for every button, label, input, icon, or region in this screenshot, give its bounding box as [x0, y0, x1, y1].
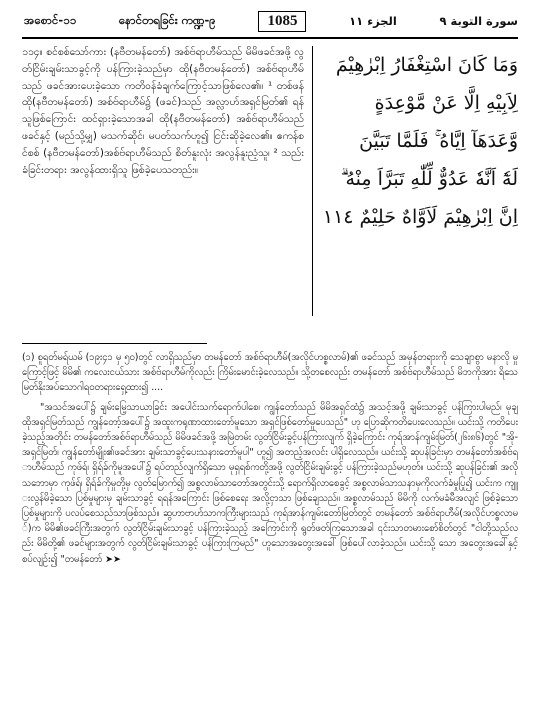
footnote-divider [22, 343, 207, 344]
footnote-paragraph-text: "အသင်အပေါ်၌ ချမ်းမြေ့သာယာခြင်း အပေါင်းသက်ရောက်ပါစေ၊ ကျွန်တော်သည် မိမိအရှင်ထံ၌ အသင့်အဖို့ ချမ်းသာခွင့် ပန်ကြားပါမည်၊ မုချ ထိုအရှင်မြတ်သည် ကျွန်တော့်အပေါ်၌ အထူးကရုဏာထားတော်မူသော အရှင်ဖြစ်တော်မူပေသည်" ဟု ပြောဆိုကတိပေးလေသည်။ ယင်းသို့ ကတိပေးခဲ့သည့်အတိုင်း တမန်တော်အစ်ဗ်ရာဟီမ်သည် မိမိဖခင်အဖို့ အမြဲတမ်း လွတ်ငြိမ်းခွင့်ပန်ကြားလျက် ရှိခဲ့ကြောင်း ကုရ်အာန်ကျမ်းမြတ်(၂၆း၈၆)တွင် "အို-အရှင်မြတ်၊ ကျွန်တော်မျိုး၏ဖခင်အား ချမ်းသာခွင့်ပေးသနားတော်မူပါ" ဟူ၍ အတည့်အလင်း ပါရှိလေသည်။ ယင်းသို့ ဆုပန်ခြင်းမှာ တမန်တော်အစ်ဗ်ရာဟီမ်သည် ကုဖ်ရ်၊ ရှိရ်ခ်ကိုမူအပေါ်၌ ရပ်တည်လျက်ရှိသော မုရှရစ်ကတို့အဖို့ လွတ်ငြိမ်းချမ်းခွင့် ပန်ကြားခဲ့သည်မဟုတ်။ ယင်းသို့ ဆုပန်ခြင်း၏ အလိုသဘောမှာ ကုဖ်ရ်၊ ရှိရ်ခ်ကိုမှုတို့မှ လွတ်မြောက်၍ အစ္စလာမ်သာတော်အတွင်းသို့ ရောက်ရှိလာစေခွင့် အစ္စလာမ်သာသနာမှကိုလက်ခံမှုပြု၍ ယင်းက ကျူးလွန်မိခဲ့သော ပြစ်မှုများမှ ချမ်းသာခွင့် ရရန်အကြောင်း ဖြစ်စေရေး အလို့ငှာသာ ဖြစ်ချေသည်။ အစ္စလာမ်သည် မိမိကို လက်မခံမီအလျင် ဖြစ်ခဲ့သော ပြစ်မှုများကို ပလပ်စေသည်သာဖြစ်သည်။ ဆွဟာဗာဟ်သာကကြီးများသည် ကုရ်အာန်ကျမ်းတော်မြတ်တွင် တမန်တော် အစ်ဗ်ရာဟီမ်(အလိုင်ဟစ္စလာမ်)က မိမိ၏ဖခင်ကြီးအတွက် လွတ်ငြိမ်းချမ်းသာခွင့် ပန်ကြားခဲ့သည့် အကြောင်းကို ရွတ်ဖတ်ကြသောအခါ ၎င်းသာတမားစော်စိတ်တွင် "ငါတို့သည်လည်း မိမိတို့၏ ဖခင်များအတွက် လွတ်ငြိမ်းချမ်းသာခွင့် ပန်ကြားကြမည်" ဟူသောအတွေးအခေါ် ဖြစ်ပေါ်လာခဲ့သည်။ ယင်းသို့ သော အတွေးအခေါ်နှင့်စပ်လျဉ်း၍ "တမန်တော် [22, 401, 518, 565]
translation-text: ၁၁၄။ စင်စစ်သော်ကား (နဗီတမန်တော်) အစ်ဗ်ရာဟီမ်သည် မိမိဖခင်အဖို့ လွတ်ငြိမ်းချမ်းသာခွင့်ကို ပန်ကြားခဲ့သည်မှာ ထို(နဗီတမန်တော်) အစ်ဗ်ရာဟီမ်သည် ဖခင်အားပေးခဲ့သော ကတိဝန်ခံချက်ကြောင့်သာဖြစ်လေ၏။ ¹ တစ်ဖန်ထို(နဗီတမန်တော်) အစ်ဗ်ရာဟီမ်၌ (ဖခင်)သည် အလ္လာဟ်အရှင်မြတ်၏ ရန်သူဖြစ်ကြောင်း ထင်ရှားခဲ့သောအခါ ထို(နဗီတမန်တော်) အစ်ဗ်ရာဟီမ်သည် ဖခင်နှင့် (မည်သို့မျှ) မသက်ဆိုင်၊ မပတ်သက်ဟူ၍ ငြင်းဆိုခဲ့လေ၏။ ဧကန်စင်စစ် (နဗီတမန်တော်)အစ်ဗ်ရာဟီမ်သည် စိတ်နူးလုံး အလွန်နူးညံ့သူ၊ ² သည်းခံခြင်းတရား အလွန်ထားရှိသူ ဖြစ်ခဲ့ပေသတည်း။ [22, 46, 304, 176]
arabic-line: وَمَا كَانَ اسْتِغْفَارُ اِبْرٰهِيْمَ [335, 54, 518, 76]
footnote-paragraph [22, 400, 518, 567]
arabic-line: لِاَبِيْهِ اِلَّا عَنْ مَّوْعِدَةٍ [374, 92, 518, 114]
arabic-line: وَّعَدَهَآ اِيَّاهُ ۚ فَلَمَّا تَبَيَّنَ [359, 130, 518, 152]
arabic-line: اِنَّ اِبْرٰهِيْمَ لَاَوَّاهٌ حَلِيْمٌ ١١٤ [322, 206, 518, 228]
verse-section [22, 44, 518, 336]
chapter-label: နောင်တရခြင်း ကဏ္ဍ-၉ [118, 12, 216, 27]
juz-label: الجزء ١١ [349, 14, 397, 28]
column-divider [312, 46, 313, 316]
surah-label: سورة التوبة ٩ [439, 14, 518, 28]
page-number: 1085 [258, 11, 306, 32]
page-header [24, 6, 518, 36]
footnote-section [22, 350, 518, 706]
continued-arrow-icon: ➤➤ [105, 553, 121, 565]
footnote-paragraph: (၁) စူရတ်မရ်ယမ် (၁၉း၄၁ မှ ၅၀)တွင် လာရှိသည်မှာ တမန်တော် အစ်ဗ်ရာဟီမ်(အလိုင်ဟစ္စလာမ်)၏ ဖခင်သည် အမှန်တရားကို သေချာစွာ မနာလို မှုကြောင့်ဖြင့် မိမိ၏ ကလေးငယ်သား အစ်ဗ်ရာဟီမ်ကိုလည်း ကြိမ်းမောင်းခဲ့လေသည်။ သို့တစေလည်း တမန်တော် အစ်ဗ်ရာဟီမ်သည် မိဘကိုအား ရိသေမြတ်နိုးအပ်သောဂါရဝတရားရှေ့ထား၍ .... [22, 352, 518, 394]
arabic-line: لَهٗٓ اَنَّهٗ عَدُوٌّ لِّلّٰهِ تَبَرَّاَ مِنْهُ ۗ [340, 168, 518, 190]
arabic-verse [320, 46, 518, 316]
volume-label: အစောင်-၁၁ [24, 12, 77, 27]
header-divider [22, 37, 518, 39]
